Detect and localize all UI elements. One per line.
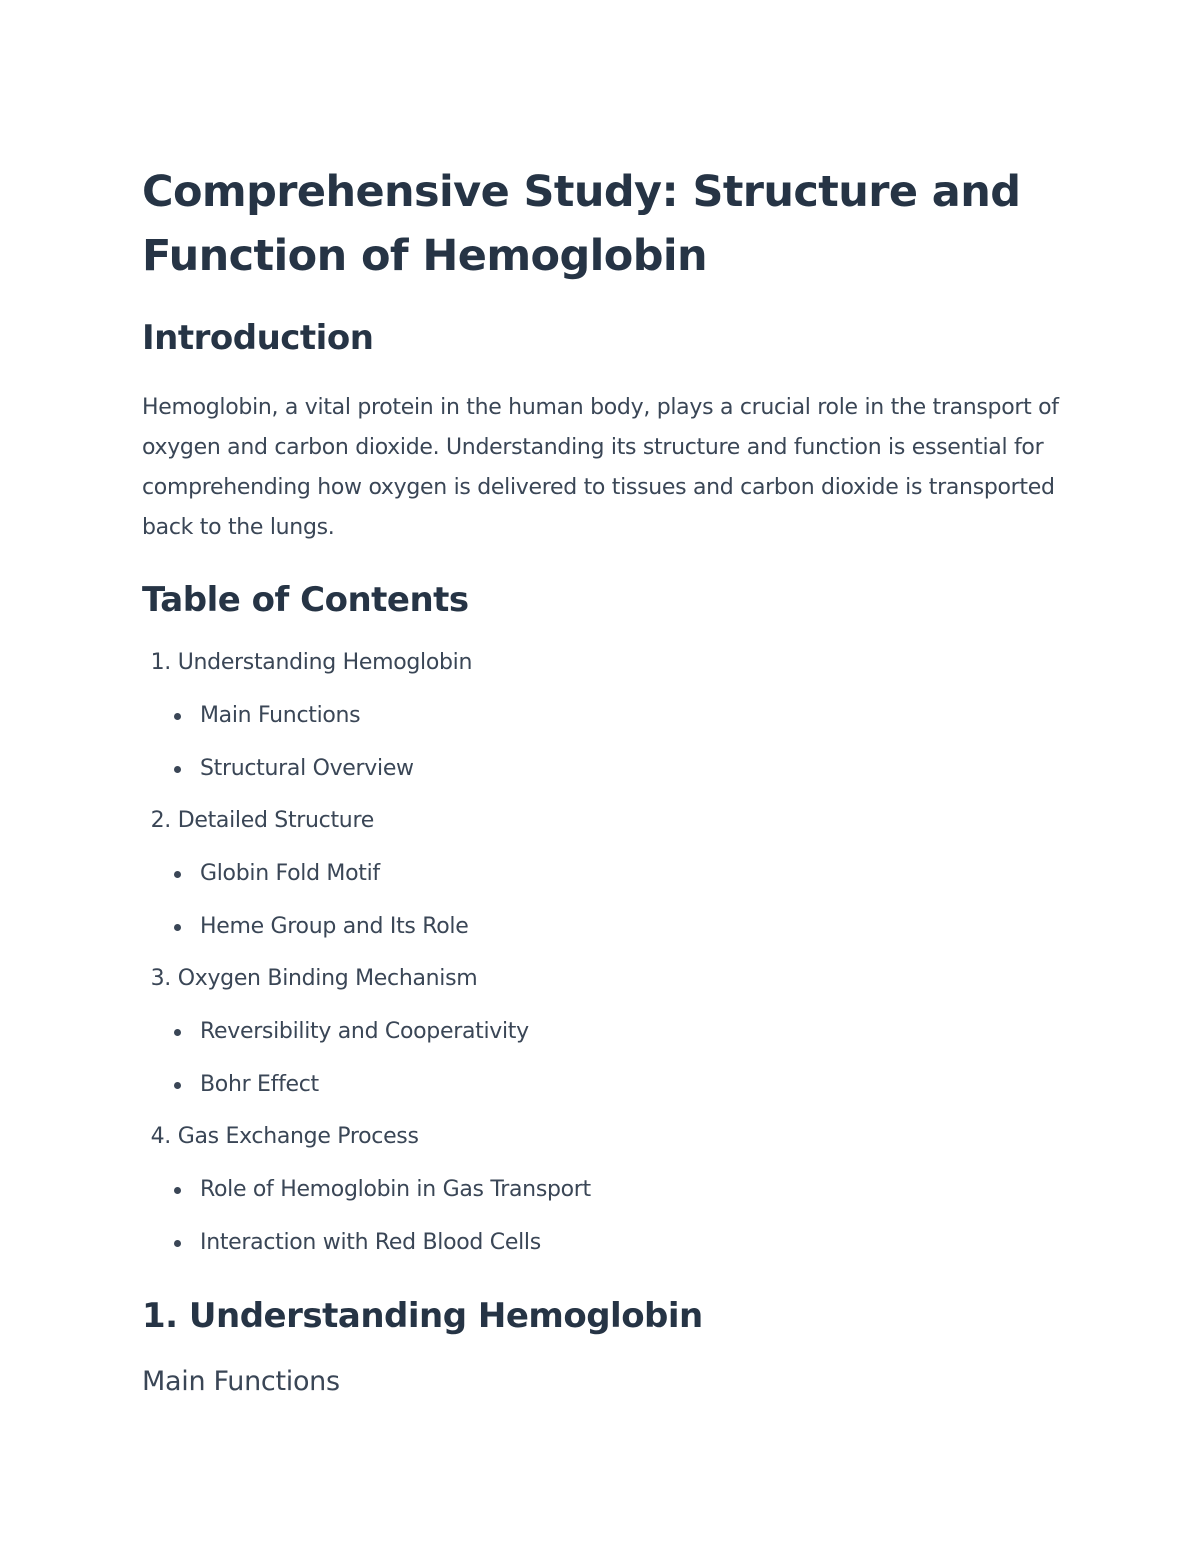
toc-subitem-globin-fold-motif: Globin Fold Motif [142,861,1072,887]
section-heading-understanding-hemoglobin: 1. Understanding Hemoglobin [142,1296,703,1336]
document-title: Comprehensive Study: Structure and Function of Hemoglobin [142,167,1021,281]
toc-subitems [142,861,1072,940]
table-of-contents [142,650,1072,1256]
toc-subitem-structural-overview: Structural Overview [142,756,1072,782]
toc-item-oxygen-binding [142,966,1072,1098]
toc-item-number: 1. [150,650,171,675]
toc-subitem-reversibility: Reversibility and Cooperativity [142,1019,1072,1045]
toc-subitem-gas-transport: Role of Hemoglobin in Gas Transport [142,1177,1072,1203]
toc-item-label: Gas Exchange Process [177,1124,419,1149]
toc-item-number: 3. [150,966,171,991]
toc-subitem-heme-group: Heme Group and Its Role [142,914,1072,940]
toc-subitem-bohr-effect: Bohr Effect [142,1072,1072,1098]
introduction-heading: Introduction [142,318,374,358]
toc-subitems [142,1019,1072,1098]
document-page [142,160,1072,1400]
subsection-heading-main-functions: Main Functions [142,1366,340,1397]
toc-item-number: 4. [150,1124,171,1149]
toc-subitem-red-blood-cells: Interaction with Red Blood Cells [142,1230,1072,1256]
toc-item-number: 2. [150,808,171,833]
toc-heading: Table of Contents [142,580,469,620]
toc-item-understanding-hemoglobin [142,650,1072,782]
toc-subitems [142,1177,1072,1256]
toc-item-label: Understanding Hemoglobin [177,650,473,675]
toc-subitem-main-functions: Main Functions [142,703,1072,729]
toc-item-gas-exchange [142,1124,1072,1256]
introduction-paragraph: Hemoglobin, a vital protein in the human body, plays a crucial role in the transport of oxygen and carbon dioxide. Understanding its structure and function is essential for comprehending how oxygen is delivered to tissues and carbon dioxide is transported back to the lungs. [142,395,1059,540]
toc-item-detailed-structure [142,808,1072,940]
toc-item-label: Oxygen Binding Mechanism [177,966,478,991]
toc-subitems [142,703,1072,782]
toc-item-label: Detailed Structure [177,808,374,833]
